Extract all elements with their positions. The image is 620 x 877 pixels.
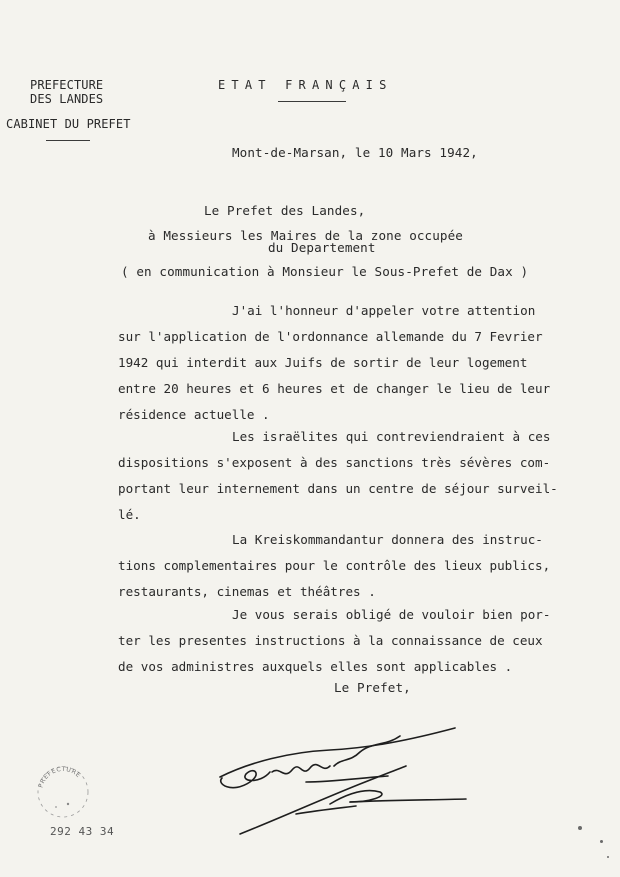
paragraph-line: portant leur internement dans un centre de séjour surveil- [118, 481, 558, 496]
paragraph-1 [118, 298, 551, 428]
recipient-line-1: à Messieurs les Maires de la zone occupée [148, 228, 463, 243]
paper-speck [600, 840, 603, 843]
paragraph-line: ter les presentes instructions à la connaissance de ceux [118, 633, 543, 648]
paragraph-line: dispositions s'exposent à des sanctions très sévères com- [118, 455, 551, 470]
office-line-2: DES LANDES [30, 92, 104, 106]
paragraph-line: résidence actuelle . [118, 407, 270, 422]
paper-speck [607, 856, 609, 858]
office-line-1: PREFECTURE [30, 78, 104, 92]
communication-line: ( en communication à Monsieur le Sous-Prefet de Dax ) [121, 264, 529, 279]
dateline: Mont-de-Marsan, le 10 Mars 1942, [232, 145, 478, 160]
sender-line: Le Prefet des Landes, [204, 203, 366, 218]
recipient-line-2: du Departement [268, 240, 376, 255]
cabinet-rule [46, 140, 90, 141]
paragraph-3 [118, 527, 551, 605]
margin-note: 292 43 34 [50, 825, 115, 838]
closing-line: Le Prefet, [334, 680, 411, 695]
state-title: ETAT FRANÇAIS [218, 78, 393, 92]
paper-speck [578, 826, 582, 830]
paragraph-4 [118, 602, 551, 680]
paragraph-line: restaurants, cinemas et théâtres . [118, 584, 376, 599]
paragraph-line: lé. [118, 507, 141, 522]
svg-text:PREFECTURE: PREFECTURE [37, 765, 83, 789]
paragraph-line: sur l'application de l'ordonnance allemande du 7 Fevrier [118, 329, 543, 344]
paragraph-line: 1942 qui interdit aux Juifs de sortir de leur logement [118, 355, 528, 370]
paragraph-line: J'ai l'honneur d'appeler votre attention [232, 303, 536, 318]
handwritten-signature-icon [210, 722, 470, 840]
paragraph-line: tions complementaires pour le contrôle des lieux publics, [118, 558, 551, 573]
round-stamp-icon [32, 760, 92, 820]
paragraph-line: La Kreiskommandantur donnera des instruc- [232, 532, 543, 547]
state-rule [278, 101, 346, 102]
paragraph-line: de vos administres auxquels elles sont applicables . [118, 659, 513, 674]
paragraph-line: entre 20 heures et 6 heures et de changer le lieu de leur [118, 381, 551, 396]
paragraph-line: Les israëlites qui contreviendraient à ces [232, 429, 551, 444]
paragraph-2 [118, 424, 558, 528]
paragraph-line: Je vous serais obligé de vouloir bien por- [232, 607, 551, 622]
cabinet-label: CABINET DU PREFET [6, 117, 131, 131]
